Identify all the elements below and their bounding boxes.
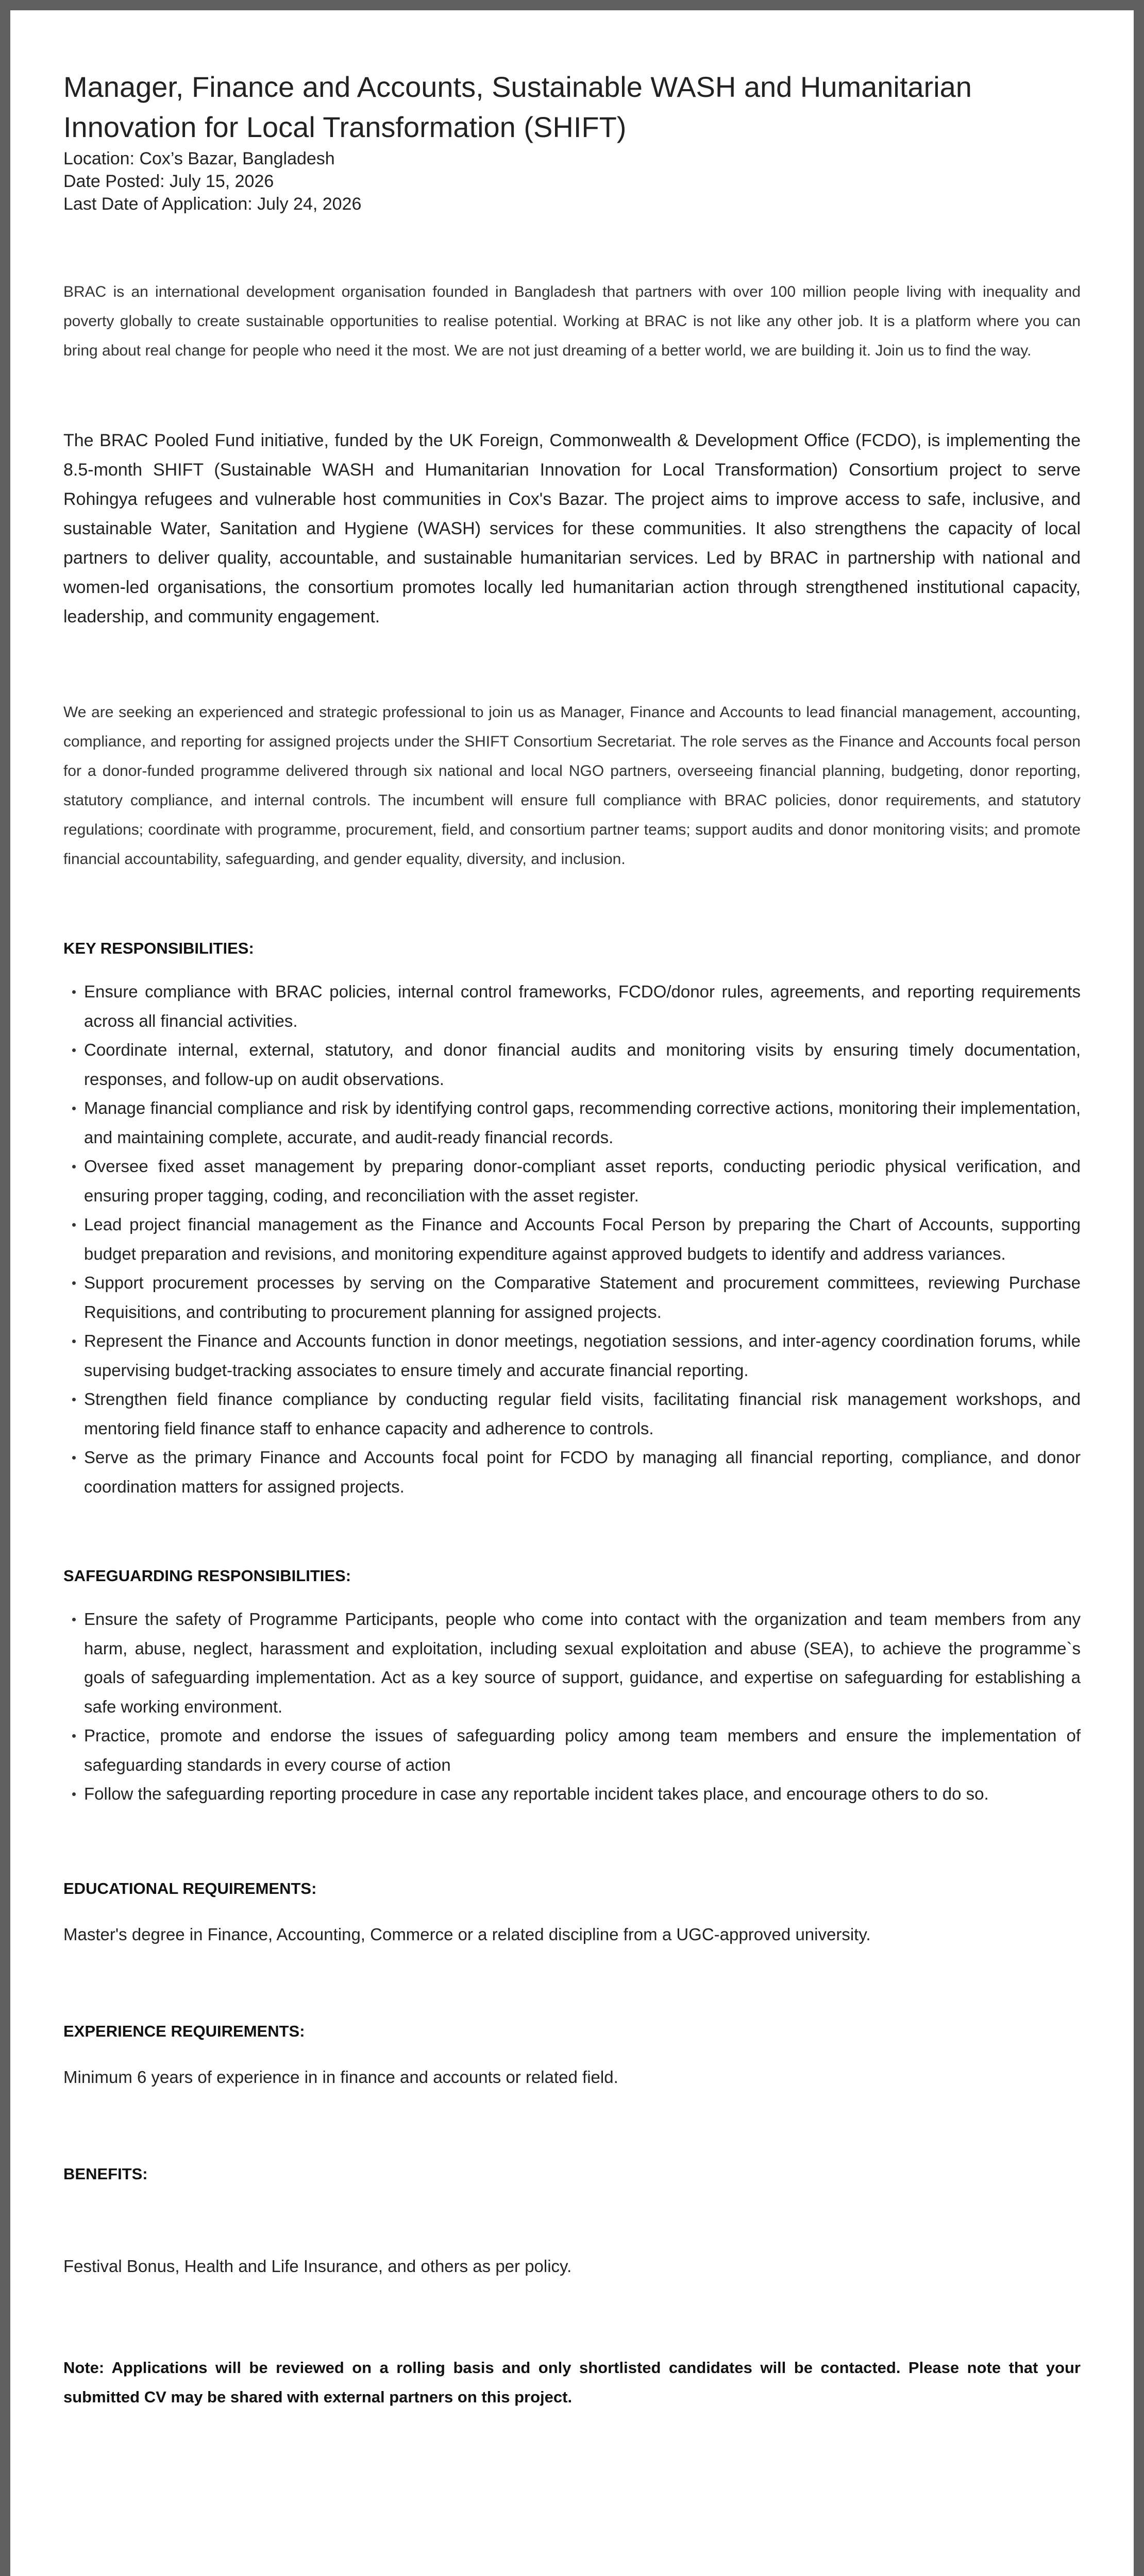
list-item: Represent the Finance and Accounts function in donor meetings, negotiation sessions, and inter-agency coordination forums, while supervising budget-tracking associates to ensure timely and accurate financial reporting.: [84, 1327, 1081, 1385]
experience-requirements-text: Minimum 6 years of experience in in finance and accounts or related field.: [63, 2067, 618, 2087]
role-description: We are seeking an experienced and strategic professional to join us as Manager, Finance and Accounts to lead financial management, accounting, compliance, and reporting for assigned projects under the SHIFT Consortium Secretariat. The role serves as the Finance and Accounts focal person for a donor-funded programme delivered through six national and local NGO partners, overseeing financial planning, budgeting, donor reporting, statutory compliance, and internal controls. The incumbent will ensure full compliance with BRAC policies, donor requirements, and statutory regulations; coordinate with programme, procurement, field, and consortium partner teams; support audits and donor monitoring visits; and promote financial accountability, safeguarding, and gender equality, diversity, and inclusion.: [63, 704, 1081, 868]
list-item: Follow the safeguarding reporting procedure in case any reportable incident takes place, and encourage others to do so.: [84, 1780, 1081, 1809]
list-item: Strengthen field finance compliance by conducting regular field visits, facilitating financial risk management workshops, and mentoring field finance staff to enhance capacity and adherence to controls.: [84, 1385, 1081, 1443]
list-item: Support procurement processes by serving on the Comparative Statement and procurement committees, reviewing Purchase Requisitions, and contributing to procurement planning for assigned projects.: [84, 1268, 1081, 1327]
list-item: Coordinate internal, external, statutory, and donor financial audits and monitoring visits by ensuring timely documentation, responses, and follow-up on audit observations.: [84, 1036, 1081, 1094]
benefits-text: Festival Bonus, Health and Life Insurance, and others as per policy.: [63, 2256, 572, 2276]
organisation-intro: BRAC is an international development organisation founded in Bangladesh that partners with over 100 million people living with inequality and poverty globally to create sustainable opportunities to realise potential. Working at BRAC is not like any other job. It is a platform where you can bring about real change for people who need it the most. We are not just dreaming of a better world, we are building it. Join us to find the way.: [63, 283, 1081, 359]
educational-requirements-heading: EDUCATIONAL REQUIREMENTS:: [63, 1879, 317, 1897]
experience-requirements-heading: EXPERIENCE REQUIREMENTS:: [63, 2022, 305, 2040]
list-item: Ensure compliance with BRAC policies, internal control frameworks, FCDO/donor rules, agreements, and reporting requirements across all financial activities.: [84, 977, 1081, 1036]
list-item: Serve as the primary Finance and Accounts focal point for FCDO by managing all financial reporting, compliance, and donor coordination matters for assigned projects.: [84, 1443, 1081, 1501]
list-item: Oversee fixed asset management by preparing donor-compliant asset reports, conducting periodic physical verification, and ensuring proper tagging, coding, and reconciliation with the asset register.: [84, 1152, 1081, 1210]
list-item: Ensure the safety of Programme Participants, people who come into contact with the organization and team members from any harm, abuse, neglect, harassment and exploitation, including sexual exploitation and abuse (SEA), to achieve the programme`s goals of safeguarding implementation. Act as a key source of support, guidance, and expertise on safeguarding for establishing a safe working environment.: [84, 1605, 1081, 1721]
safeguarding-heading: SAFEGUARDING RESPONSIBILITIES:: [63, 1567, 351, 1585]
list-item: Lead project financial management as the Finance and Accounts Focal Person by preparing the Chart of Accounts, supporting budget preparation and revisions, and monitoring expenditure against approved budgets to identify and address variances.: [84, 1210, 1081, 1268]
last-date-of-application: Last Date of Application: July 24, 2026: [63, 194, 362, 214]
job-location: Location: Cox’s Bazar, Bangladesh: [63, 149, 335, 168]
list-item: Practice, promote and endorse the issues of safeguarding policy among team members and ensure the implementation of safeguarding standards in every course of action: [84, 1721, 1081, 1780]
job-posting-page: [10, 10, 1134, 2576]
safeguarding-list: [63, 1605, 1081, 1809]
benefits-heading: BENEFITS:: [63, 2164, 148, 2183]
list-item: Manage financial compliance and risk by identifying control gaps, recommending corrective actions, monitoring their implementation, and maintaining complete, accurate, and audit-ready financial records.: [84, 1094, 1081, 1152]
project-description: The BRAC Pooled Fund initiative, funded by the UK Foreign, Commonwealth & Development Office (FCDO), is implementing the 8.5-month SHIFT (Sustainable WASH and Humanitarian Innovation for Local Transformation) Consortium project to serve Rohingya refugees and vulnerable host communities in Cox's Bazar. The project aims to improve access to safe, inclusive, and sustainable Water, Sanitation and Hygiene (WASH) services for these communities. It also strengthens the capacity of local partners to deliver quality, accountable, and sustainable humanitarian services. Led by BRAC in partnership with national and women-led organisations, the consortium promotes locally led humanitarian action through strengthened institutional capacity, leadership, and community engagement.: [63, 431, 1081, 626]
educational-requirements-text: Master's degree in Finance, Accounting, Commerce or a related discipline from a UGC-approved university.: [63, 1924, 871, 1944]
application-note: Note: Applications will be reviewed on a rolling basis and only shortlisted candidates will be contacted. Please note that your submitted CV may be shared with external partners on this project.: [63, 2358, 1081, 2406]
key-responsibilities-heading: KEY RESPONSIBILITIES:: [63, 939, 254, 957]
key-responsibilities-list: [63, 977, 1081, 1501]
job-title: Manager, Finance and Accounts, Sustainable WASH and Humanitarian Innovation for Local Transformation (SHIFT): [63, 71, 972, 143]
date-posted: Date Posted: July 15, 2026: [63, 172, 274, 191]
